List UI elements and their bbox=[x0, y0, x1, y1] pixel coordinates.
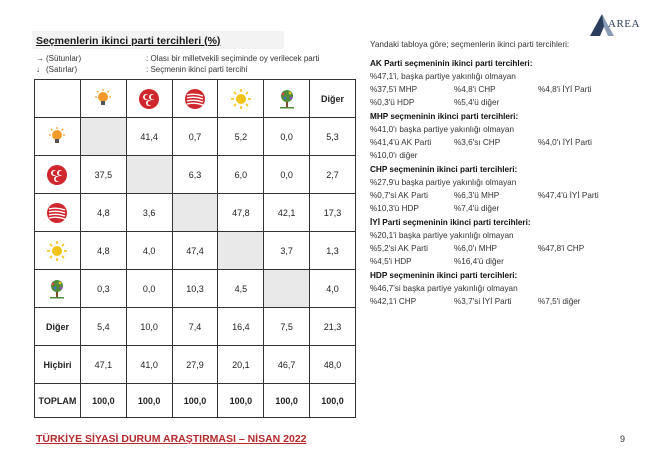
table-cell: 3,6 bbox=[126, 194, 172, 232]
table-cell: 20,1 bbox=[218, 346, 264, 384]
table-cell: 48,0 bbox=[310, 346, 356, 384]
legend-desc: : Olası bir milletvekili seçiminde oy verilecek parti bbox=[146, 54, 320, 63]
table-cell: 5,3 bbox=[310, 118, 356, 156]
table-cell-empty bbox=[80, 118, 126, 156]
iyi-parti-sun-icon bbox=[46, 240, 68, 262]
summary-section bbox=[370, 271, 630, 306]
table-cell: 17,3 bbox=[310, 194, 356, 232]
section-item: %3,6'sı CHP bbox=[454, 138, 501, 147]
section-item: %41,0'ı başka partiye yakınlığı olmayan bbox=[370, 125, 515, 134]
section-line bbox=[370, 72, 630, 81]
table-cell-empty bbox=[126, 156, 172, 194]
chp-arrows-icon bbox=[184, 88, 206, 110]
legend-arrow-down: ↓ bbox=[36, 64, 40, 74]
table-cell: 5,2 bbox=[218, 118, 264, 156]
section-item: %4,8'i CHP bbox=[454, 85, 496, 94]
table-cell: 6,0 bbox=[218, 156, 264, 194]
section-title: MHP seçmeninin ikinci parti tercihleri: bbox=[370, 112, 519, 121]
iyi-parti-sun-icon bbox=[230, 88, 252, 110]
legend-row bbox=[36, 65, 319, 76]
table-cell: 21,3 bbox=[310, 308, 356, 346]
table-cell: 100,0 bbox=[172, 384, 218, 418]
ak-parti-lightbulb-icon bbox=[92, 88, 114, 110]
corner-cell bbox=[35, 80, 81, 118]
section-line bbox=[370, 244, 630, 253]
row-label-hicbiri: Hiçbiri bbox=[35, 346, 81, 384]
section-item: %6,0'ı MHP bbox=[454, 244, 497, 253]
row-label-toplam: TOPLAM bbox=[35, 384, 81, 418]
table-cell: 41,0 bbox=[126, 346, 172, 384]
section-item: %4,0'ı İYİ Parti bbox=[538, 138, 592, 147]
table-cell: 100,0 bbox=[218, 384, 264, 418]
table-cell: 4,5 bbox=[218, 270, 264, 308]
table-cell: 6,3 bbox=[172, 156, 218, 194]
row-label-ak-parti bbox=[35, 118, 81, 156]
second-choice-table bbox=[34, 79, 356, 418]
section-line bbox=[370, 85, 630, 94]
section-line bbox=[370, 178, 630, 187]
section-item: %27,9'u başka partiye yakınlığı olmayan bbox=[370, 178, 517, 187]
col-header-iyi-parti bbox=[218, 80, 264, 118]
section-title: CHP seçmeninin ikinci parti tercihleri: bbox=[370, 165, 518, 174]
section-line bbox=[370, 98, 630, 107]
section-item: %41,4'ü AK Parti bbox=[370, 138, 432, 147]
section-item: %10,0'ı diğer bbox=[370, 151, 418, 160]
table-cell: 16,4 bbox=[218, 308, 264, 346]
table-cell: 100,0 bbox=[310, 384, 356, 418]
ak-parti-lightbulb-icon bbox=[46, 126, 68, 148]
mhp-crescents-icon bbox=[138, 88, 160, 110]
section-item: %47,4'ü İYİ Parti bbox=[538, 191, 599, 200]
section-title: AK Parti seçmeninin ikinci parti tercihleri: bbox=[370, 59, 533, 68]
section-line bbox=[370, 231, 630, 240]
section-line bbox=[370, 297, 630, 306]
table-row bbox=[35, 346, 356, 384]
legend-desc: : Seçmenin ikinci parti tercihi bbox=[146, 64, 248, 74]
col-header-diger: Diğer bbox=[310, 80, 356, 118]
section-item: %7,4'ü diğer bbox=[454, 204, 500, 213]
section-item: %42,1'i CHP bbox=[370, 297, 417, 306]
table-total-row bbox=[35, 384, 356, 418]
section-title: İYİ Parti seçmeninin ikinci parti tercihleri: bbox=[370, 218, 531, 227]
col-header-mhp bbox=[126, 80, 172, 118]
section-item: %4,5'i HDP bbox=[370, 257, 412, 266]
table-cell: 4,8 bbox=[80, 194, 126, 232]
row-label-diger: Diğer bbox=[35, 308, 81, 346]
legend-row bbox=[36, 54, 319, 65]
table-row bbox=[35, 232, 356, 270]
table-header-row bbox=[35, 80, 356, 118]
chp-arrows-icon bbox=[46, 202, 68, 224]
section-item: %5,4'ü diğer bbox=[454, 98, 500, 107]
table-row bbox=[35, 118, 356, 156]
section-item: %47,8'i CHP bbox=[538, 244, 585, 253]
table-cell: 41,4 bbox=[126, 118, 172, 156]
page-number: 9 bbox=[620, 434, 626, 444]
table-cell: 100,0 bbox=[80, 384, 126, 418]
summary-section bbox=[370, 218, 630, 266]
summary-section bbox=[370, 59, 630, 107]
hdp-tree-icon bbox=[276, 88, 298, 110]
page-title: Seçmenlerin ikinci parti tercihleri (%) bbox=[36, 35, 221, 47]
summary-section bbox=[370, 112, 630, 160]
legend-arrow-right: → bbox=[36, 54, 44, 63]
table-row bbox=[35, 156, 356, 194]
table-cell: 100,0 bbox=[126, 384, 172, 418]
section-line bbox=[370, 151, 630, 160]
section-line bbox=[370, 138, 630, 147]
hdp-tree-icon bbox=[46, 278, 68, 300]
section-item: %46,7'si başka partiye yakınlığı olmayan bbox=[370, 284, 518, 293]
section-line bbox=[370, 125, 630, 134]
section-line bbox=[370, 257, 630, 266]
table-cell: 42,1 bbox=[264, 194, 310, 232]
section-item: %20,1'i başka partiye yakınlığı olmayan bbox=[370, 231, 514, 240]
table-cell-empty bbox=[264, 270, 310, 308]
col-header-ak-parti bbox=[80, 80, 126, 118]
col-header-chp bbox=[172, 80, 218, 118]
table-cell: 4,0 bbox=[126, 232, 172, 270]
table-cell: 5,4 bbox=[80, 308, 126, 346]
table-cell: 4,0 bbox=[310, 270, 356, 308]
section-item: %10,3'ü HDP bbox=[370, 204, 419, 213]
table-cell-empty bbox=[172, 194, 218, 232]
table-row bbox=[35, 270, 356, 308]
table-cell: 10,0 bbox=[126, 308, 172, 346]
table-cell: 2,7 bbox=[310, 156, 356, 194]
section-item: %37,5'i MHP bbox=[370, 85, 418, 94]
table-cell: 27,9 bbox=[172, 346, 218, 384]
table-cell: 47,1 bbox=[80, 346, 126, 384]
table-cell: 0,7 bbox=[172, 118, 218, 156]
row-label-chp bbox=[35, 194, 81, 232]
table-cell: 0,0 bbox=[126, 270, 172, 308]
section-item: %7,5'i diğer bbox=[538, 297, 581, 306]
table-cell: 7,5 bbox=[264, 308, 310, 346]
table-cell: 47,4 bbox=[172, 232, 218, 270]
table-cell: 7,4 bbox=[172, 308, 218, 346]
summary-text bbox=[370, 40, 630, 311]
section-item: %0,7'si AK Parti bbox=[370, 191, 428, 200]
section-item: %47,1'i, başka partiye yakınlığı olmayan bbox=[370, 72, 516, 81]
table-cell: 37,5 bbox=[80, 156, 126, 194]
section-item: %0,3'ü HDP bbox=[370, 98, 415, 107]
section-title: HDP seçmeninin ikinci parti tercihleri: bbox=[370, 271, 518, 280]
table-cell: 47,8 bbox=[218, 194, 264, 232]
table-cell: 3,7 bbox=[264, 232, 310, 270]
table-cell: 0,0 bbox=[264, 156, 310, 194]
row-label-mhp bbox=[35, 156, 81, 194]
summary-sections bbox=[370, 59, 630, 306]
section-item: %3,7'si İYİ Parti bbox=[454, 297, 512, 306]
table-cell: 0,3 bbox=[80, 270, 126, 308]
logo-text: AREA bbox=[608, 18, 640, 30]
footer-title: TÜRKİYE SİYASİ DURUM ARAŞTIRMASI – NİSAN 2022 bbox=[36, 433, 307, 445]
table-cell: 1,3 bbox=[310, 232, 356, 270]
legend-key: (Satırlar) bbox=[46, 64, 78, 74]
row-label-hdp bbox=[35, 270, 81, 308]
section-item: %4,8'i İYİ Parti bbox=[538, 85, 592, 94]
section-item: %16,4'ü diğer bbox=[454, 257, 504, 266]
section-item: %6,3'ü MHP bbox=[454, 191, 500, 200]
table-cell: 4,8 bbox=[80, 232, 126, 270]
legend-key: (Sütunlar) bbox=[46, 54, 82, 63]
table-cell: 10,3 bbox=[172, 270, 218, 308]
section-item: %5,2'si AK Parti bbox=[370, 244, 428, 253]
table-cell: 100,0 bbox=[264, 384, 310, 418]
summary-section bbox=[370, 165, 630, 213]
row-label-iyi-parti bbox=[35, 232, 81, 270]
table-row bbox=[35, 308, 356, 346]
summary-intro: Yandaki tabloya göre; seçmenlerin ikinci parti tercihleri: bbox=[370, 40, 570, 49]
legend bbox=[36, 54, 319, 75]
section-line bbox=[370, 191, 630, 200]
table-cell: 46,7 bbox=[264, 346, 310, 384]
table-row bbox=[35, 194, 356, 232]
section-line bbox=[370, 284, 630, 293]
table-cell-empty bbox=[218, 232, 264, 270]
section-line bbox=[370, 204, 630, 213]
table-cell: 0,0 bbox=[264, 118, 310, 156]
col-header-hdp bbox=[264, 80, 310, 118]
mhp-crescents-icon bbox=[46, 164, 68, 186]
